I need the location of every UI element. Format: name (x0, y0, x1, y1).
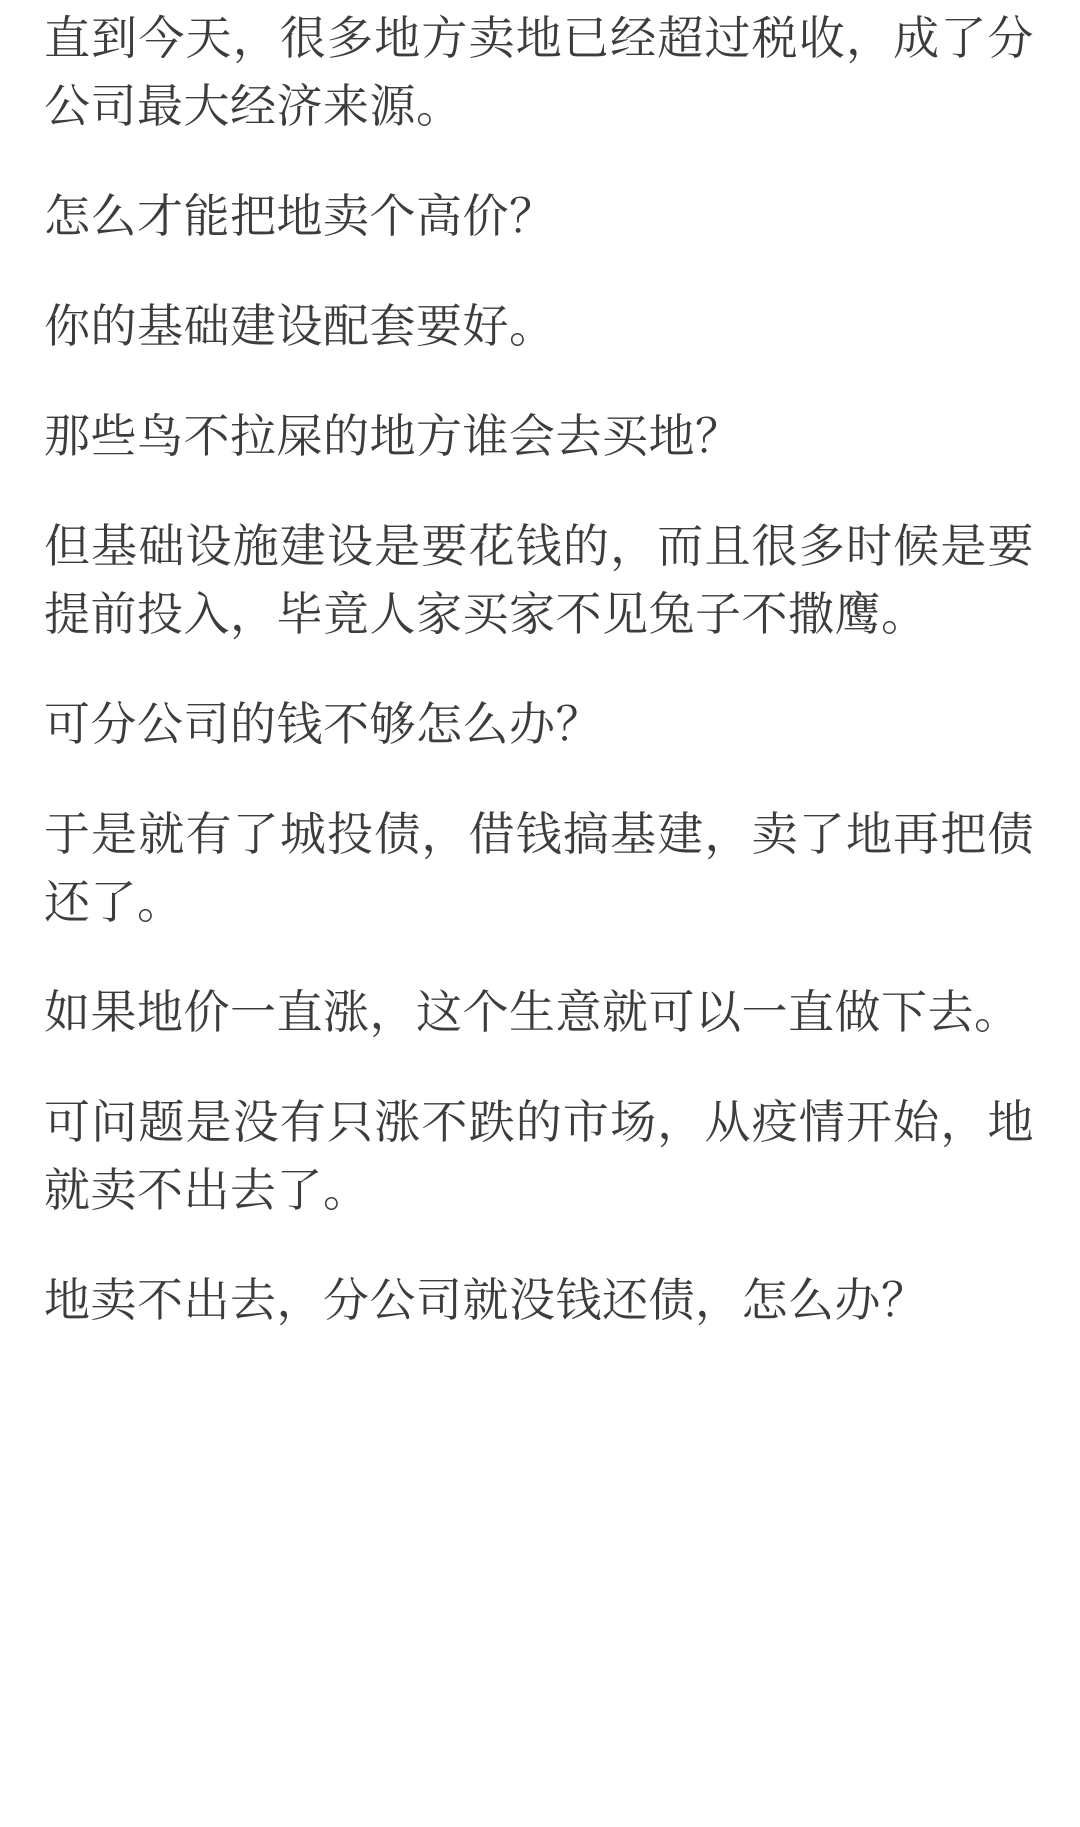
article-body (44, 0, 1034, 1334)
article-paragraph: 如果地价一直涨，这个生意就可以一直做下去。 (44, 986, 1021, 1038)
article-paragraph: 直到今天，很多地方卖地已经超过税收，成了分公司最大经济来源。 (44, 12, 1034, 132)
article-paragraph: 可分公司的钱不够怎么办？ (44, 698, 602, 750)
article-paragraph: 地卖不出去，分公司就没钱还债，怎么办？ (44, 1274, 928, 1326)
article-paragraph: 你的基础建设配套要好。 (44, 300, 556, 352)
article-paragraph: 可问题是没有只涨不跌的市场，从疫情开始，地就卖不出去了。 (44, 1096, 1034, 1216)
article-paragraph: 但基础设施建设是要花钱的，而且很多时候是要提前投入，毕竟人家买家不见兔子不撒鹰。 (44, 520, 1034, 640)
article-paragraph: 于是就有了城投债，借钱搞基建，卖了地再把债还了。 (44, 808, 1034, 928)
article-paragraph: 怎么才能把地卖个高价？ (44, 190, 556, 242)
article-paragraph: 那些鸟不拉屎的地方谁会去买地？ (44, 410, 742, 462)
